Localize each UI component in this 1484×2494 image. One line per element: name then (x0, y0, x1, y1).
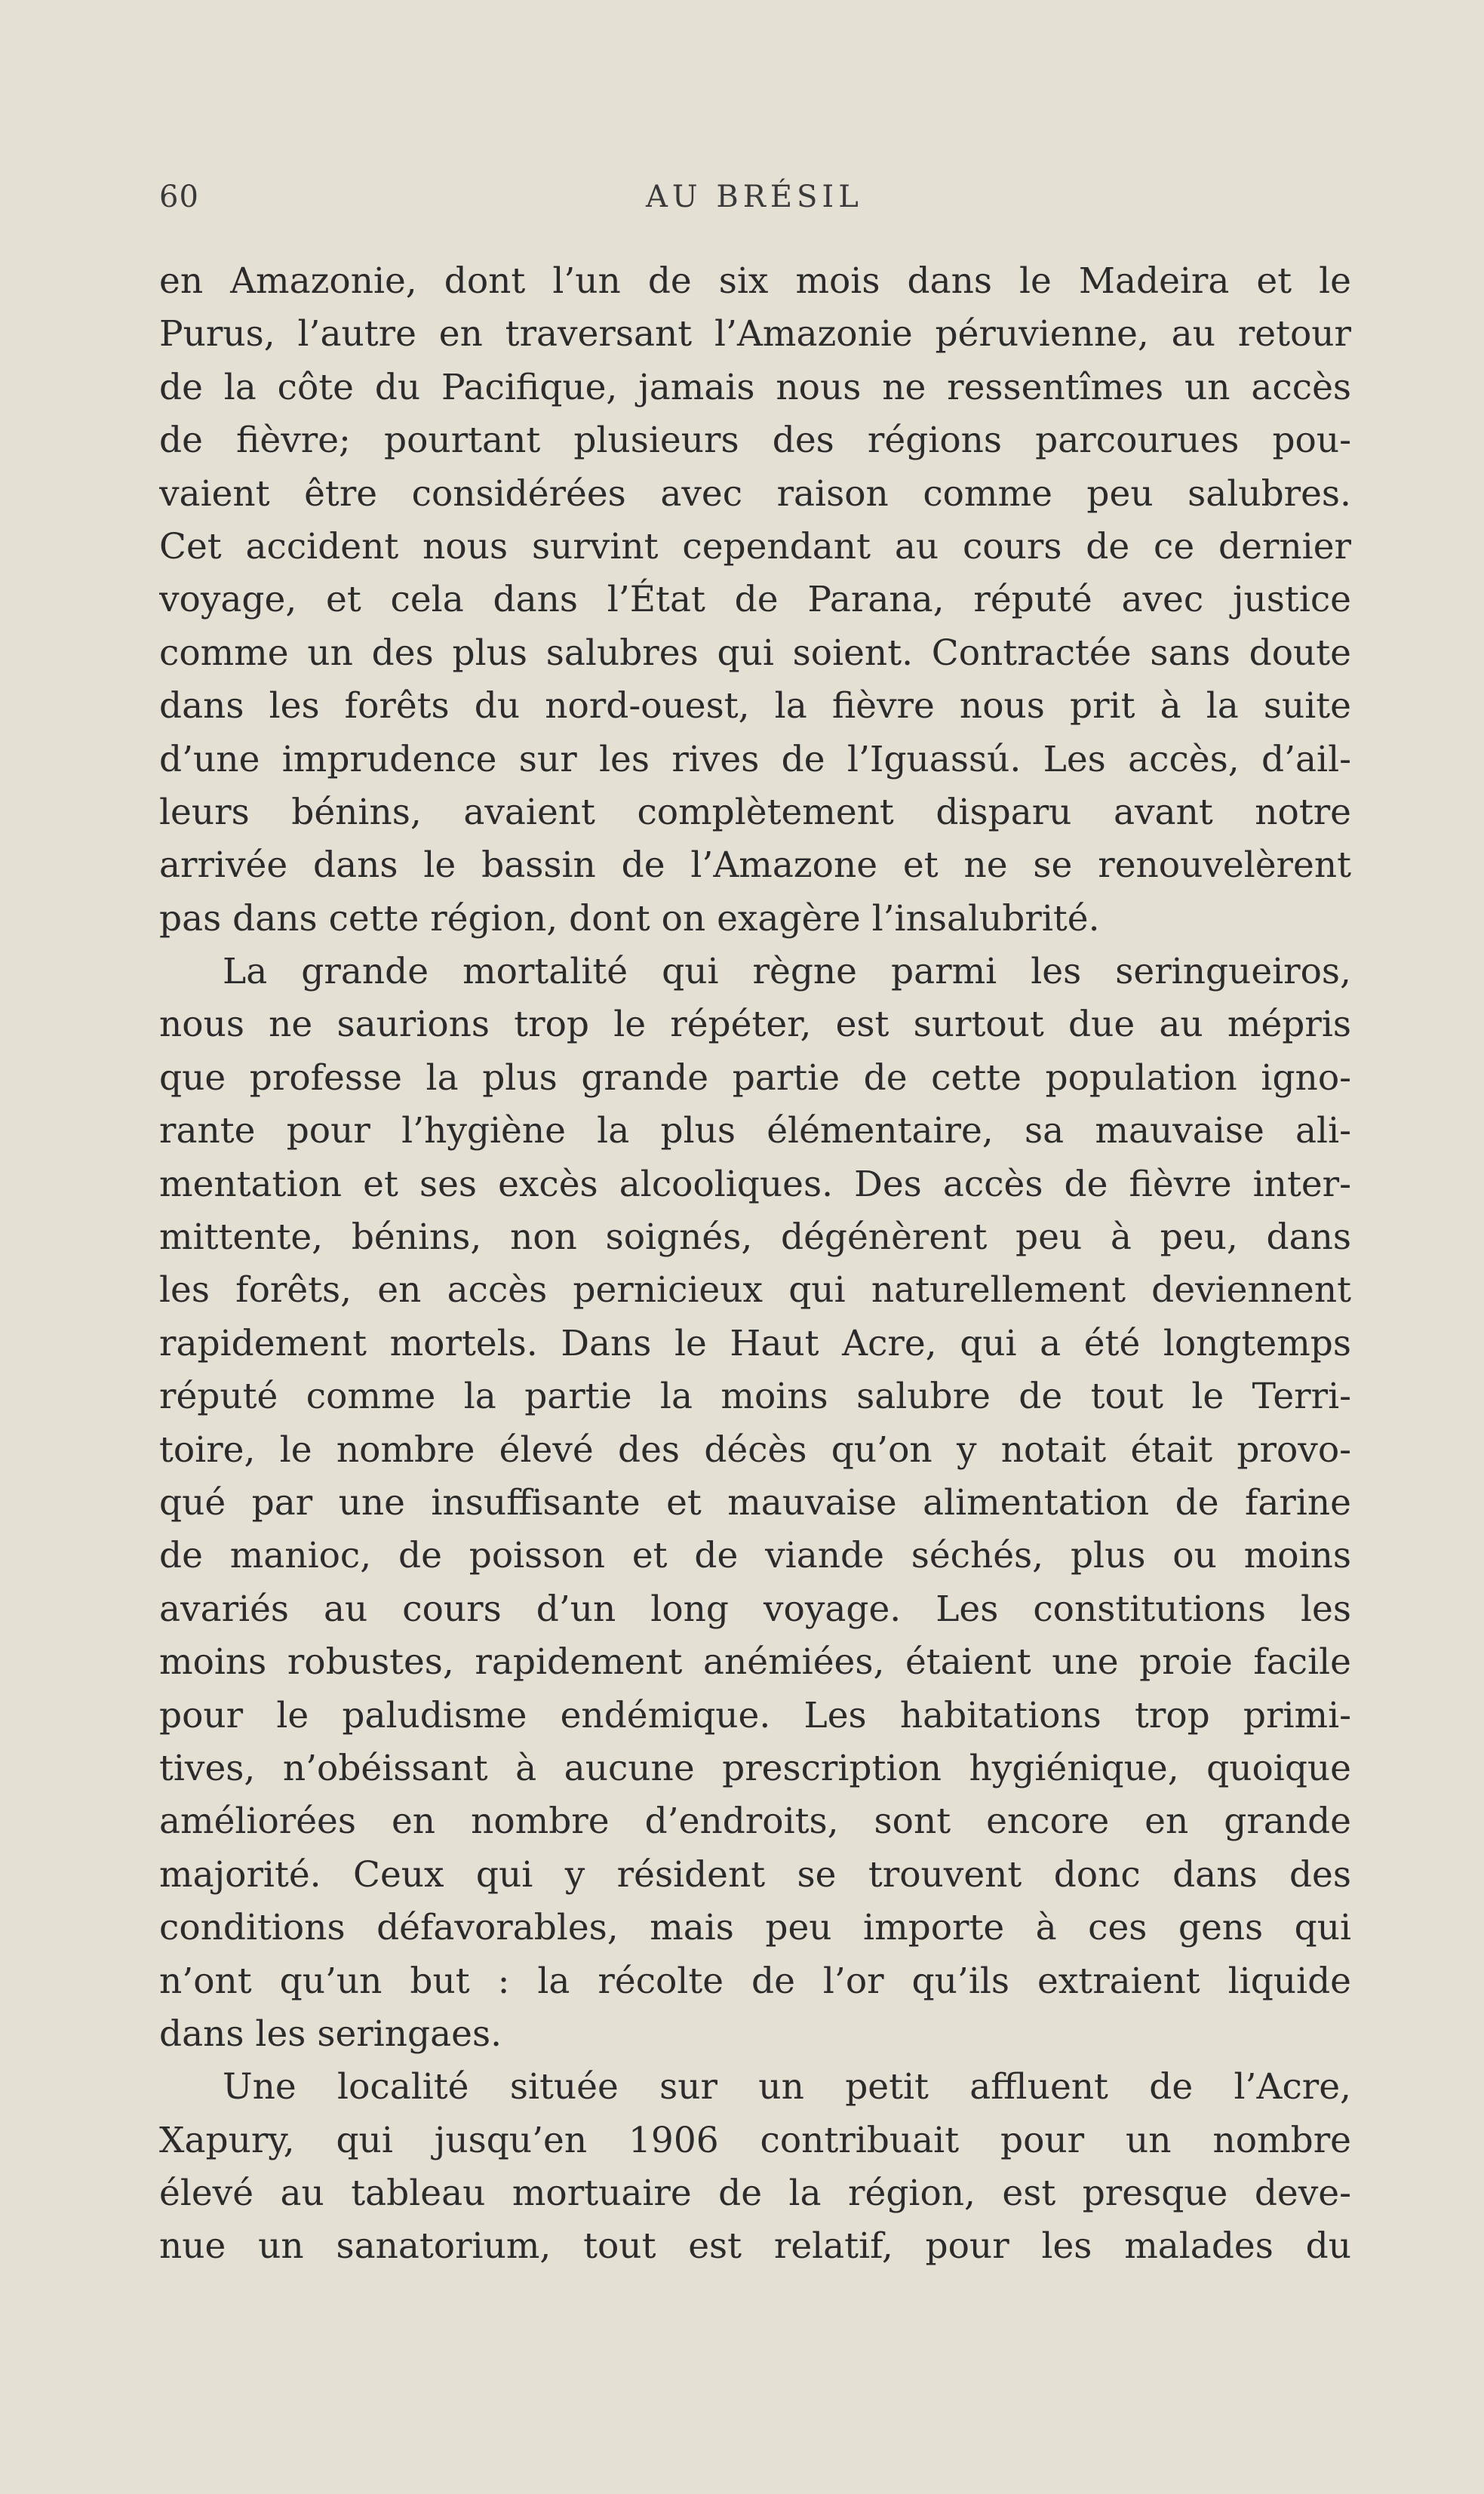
text-line: moins robustes, rapidement anémiées, étaient une proie facile (159, 1641, 1351, 1684)
text-line: rante pour l’hygiène la plus élémentaire, sa mauvaise ali- (159, 1110, 1351, 1152)
text-line: comme un des plus salubres qui soient. Contractée sans doute (159, 632, 1351, 674)
text-line: Purus, l’autre en traversant l’Amazonie péruvienne, au retour (159, 313, 1351, 355)
text-line: tives, n’obéissant à aucune prescription hygiénique, quoique (159, 1747, 1351, 1789)
running-header (159, 180, 1351, 225)
text-line: voyage, et cela dans l’État de Parana, réputé avec justice (159, 579, 1351, 621)
text-line: qué par une insuffisante et mauvaise alimentation de farine (159, 1481, 1351, 1524)
text-line: majorité. Ceux qui y résident se trouvent donc dans des (159, 1853, 1351, 1896)
text-line: en Amazonie, dont l’un de six mois dans le Madeira et le (159, 260, 1351, 302)
text-line: dans les seringaes. (159, 2013, 502, 2055)
text-line: vaient être considérées avec raison comme peu salubres. (159, 472, 1351, 515)
text-line: d’une imprudence sur les rives de l’Iguassú. Les accès, d’ail- (159, 738, 1351, 780)
text-line: pas dans cette région, dont on exagère l’insalubrité. (159, 897, 1100, 939)
text-line: dans les forêts du nord-ouest, la fièvre nous prit à la suite (159, 685, 1351, 727)
text-line: de fièvre; pourtant plusieurs des régions parcourues pou- (159, 420, 1351, 462)
text-line: arrivée dans le bassin de l’Amazone et ne se renouvelèrent (159, 844, 1351, 887)
text-line: nous ne saurions trop le répéter, est surtout due au mépris (159, 1004, 1351, 1046)
text-line: mentation et ses excès alcooliques. Des accès de fièvre inter- (159, 1163, 1351, 1205)
text-line: mittente, bénins, non soignés, dégénèrent peu à peu, dans (159, 1216, 1351, 1259)
text-line: Une localité située sur un petit affluent de l’Acre, (223, 2066, 1351, 2108)
paragraph-2 (159, 946, 1351, 2061)
text-line: avariés au cours d’un long voyage. Les constitutions les (159, 1588, 1351, 1630)
page-number: 60 (159, 180, 199, 214)
text-line: toire, le nombre élevé des décès qu’on y notait était provo- (159, 1428, 1351, 1471)
text-line: La grande mortalité qui règne parmi les seringueiros, (223, 951, 1351, 993)
text-line: Xapury, qui jusqu’en 1906 contribuait pour un nombre (159, 2119, 1351, 2161)
text-line: que professe la plus grande partie de cette population igno- (159, 1056, 1351, 1099)
text-line: les forêts, en accès pernicieux qui naturellement deviennent (159, 1269, 1351, 1312)
text-line: conditions défavorables, mais peu importe à ces gens qui (159, 1907, 1351, 1949)
text-line: de la côte du Pacifique, jamais nous ne ressentîmes un accès (159, 366, 1351, 408)
body-text (159, 255, 1351, 2274)
text-line: rapidement mortels. Dans le Haut Acre, qui a été longtemps (159, 1322, 1351, 1364)
text-line: Cet accident nous survint cependant au cours de ce dernier (159, 525, 1351, 567)
text-line: nue un sanatorium, tout est relatif, pour les malades du (159, 2225, 1351, 2268)
text-line: élevé au tableau mortuaire de la région, est presque deve- (159, 2173, 1351, 2215)
paragraph-1 (159, 255, 1351, 946)
text-line: leurs bénins, avaient complètement disparu avant notre (159, 791, 1351, 833)
text-line: améliorées en nombre d’endroits, sont encore en grande (159, 1801, 1351, 1843)
text-line: n’ont qu’un but : la récolte de l’or qu’ils extraient liquide (159, 1960, 1351, 2002)
text-line: pour le paludisme endémique. Les habitations trop primi- (159, 1694, 1351, 1736)
text-line: réputé comme la partie la moins salubre de tout le Terri- (159, 1376, 1351, 1418)
paragraph-3 (159, 2061, 1351, 2274)
text-line: de manioc, de poisson et de viande séchés, plus ou moins (159, 1535, 1351, 1577)
running-title: AU BRÉSIL (646, 180, 863, 214)
